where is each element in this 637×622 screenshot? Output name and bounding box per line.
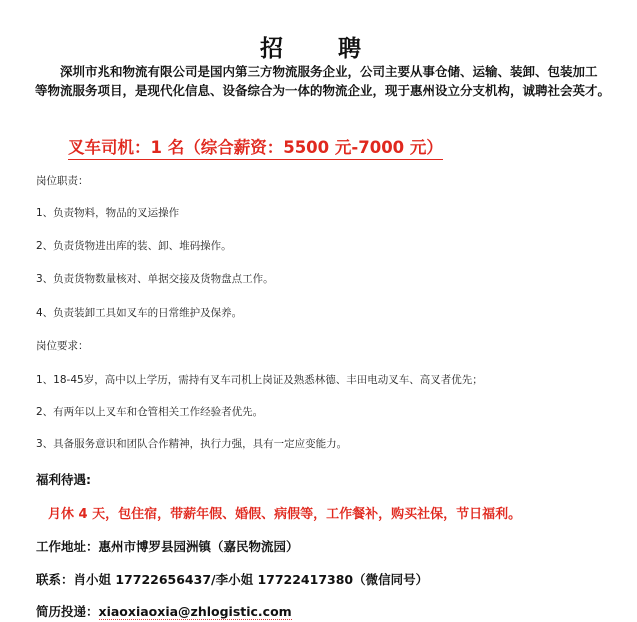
benefits-heading: 福利待遇: (36, 472, 91, 487)
contact-info: 联系：肖小姐 17722656437/李小姐 17722417380（微信同号） (36, 572, 429, 587)
benefits-text: 月休 4 天，包住宿，带薪年假、婚假、病假等，工作餐补，购买社保，节日福利。 (48, 507, 522, 522)
resume-email-link[interactable]: xiaoxiaoxia@zhlogistic.com (98, 604, 292, 619)
intro-line-2: 等物流服务项目，是现代化信息、设备综合为一体的物流企业，现于惠州设立分支机构，诚聘社会英才。 (35, 83, 611, 98)
requirement-item: 3、具备服务意识和团队合作精神，执行力强，具有一定应变能力。 (36, 438, 348, 450)
requirement-item: 2、有两年以上叉车和仓管相关工作经验者优先。 (36, 406, 264, 418)
work-address: 工作地址：惠州市博罗县园洲镇（嘉民物流园） (36, 539, 299, 554)
job-title: 叉车司机：1 名（综合薪资：5500 元-7000 元） (68, 134, 443, 160)
resume-line (36, 602, 292, 620)
intro-line-1: 深圳市兆和物流有限公司是国内第三方物流服务企业，公司主要从事仓储、运输、装卸、包装加工 (60, 64, 598, 79)
duty-item: 2、负责货物进出库的装、卸、堆码操作。 (36, 240, 232, 252)
duty-item: 3、负责货物数量核对、单据交接及货物盘点工作。 (36, 273, 274, 285)
duty-item: 4、负责装卸工具如叉车的日常维护及保养。 (36, 307, 243, 319)
resume-label: 简历投递： (36, 604, 99, 619)
requirements-heading: 岗位要求： (36, 340, 89, 352)
duty-item: 1、负责物料，物品的叉运操作 (36, 207, 180, 219)
page-title: 招 聘 (260, 35, 377, 62)
requirement-item: 1、18-45岁，高中以上学历，需持有叉车司机上岗证及熟悉林德、丰田电动叉车、高叉者优先； (36, 374, 483, 386)
duties-heading: 岗位职责： (36, 175, 89, 187)
